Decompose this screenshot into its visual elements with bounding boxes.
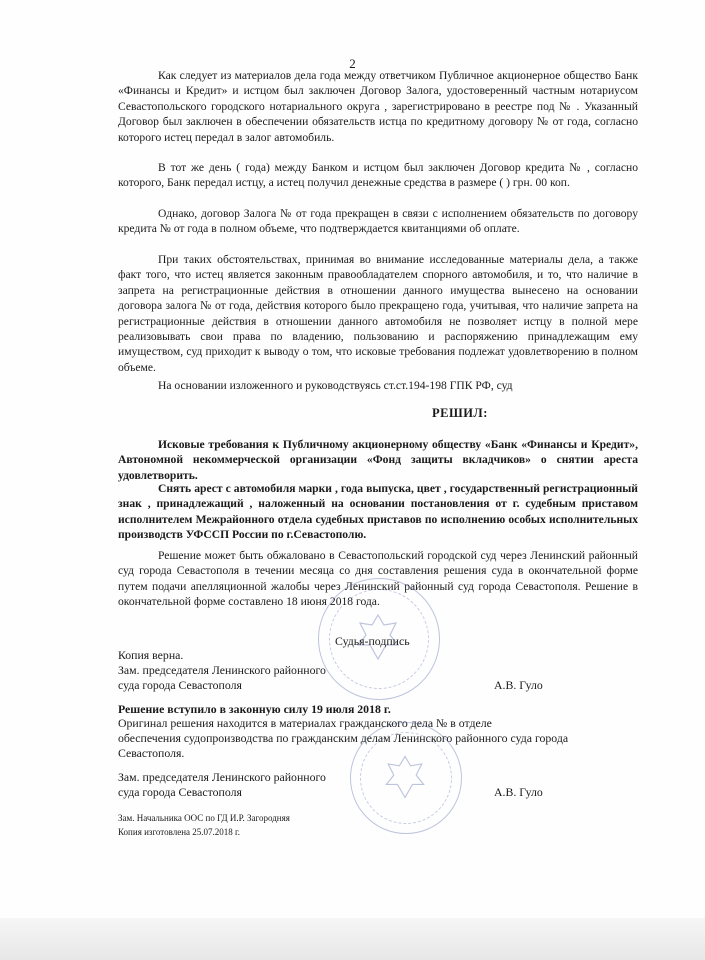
paragraph-text: В тот же день ( года) между Банком и истцом был заключен Договор кредита № , согласно которого, Банк передал истцу, а истец получил денежные средства в размере ( ) грн. 00 коп. xyxy=(118,161,638,190)
paragraph-text: На основании изложенного и руководствуясь ст.ст.194-198 ГПК РФ, суд xyxy=(158,379,513,392)
court-seal-second xyxy=(350,722,462,834)
original-location-line2: обеспечения судопроизводства по гражданским делам Ленинского районного суда города xyxy=(118,731,569,745)
deputy2-title-line1: Зам. председателя Ленинского районного xyxy=(118,770,326,784)
paragraph-circumstances xyxy=(118,252,638,375)
scan-bottom-margin xyxy=(0,918,705,960)
paragraph-text: Однако, договор Залога № от года прекращен в связи с исполнением обязательств по договору кредита № от года в полном объеме, что подтверждается квитанциями об оплате. xyxy=(118,207,638,236)
paragraph-credit-agreement xyxy=(118,160,638,191)
judge-signature-label: Судья-подпись xyxy=(335,634,410,648)
deputy-title-line1: Зам. председателя Ленинского районного xyxy=(118,663,326,677)
paragraph-termination xyxy=(118,206,638,237)
resolution-claims-granted xyxy=(118,437,638,483)
original-location-line1: Оригинал решения находится в материалах гражданского дела № в отделе xyxy=(118,716,492,730)
original-location-line3: Севастополя. xyxy=(118,746,185,760)
resolution-text: Решение может быть обжаловано в Севастопольский городской суд через Ленинский районный суд города Севастополя в течении месяца со дня составления решения суда в окончательной форме путем подачи апелляционной жалобы через Ленинский районный суд города Севастополя. Решение в окончательной форме составлено 18 июня 2018 года. xyxy=(118,549,638,609)
resolution-text: Исковые требования к Публичному акционерному обществу «Банк «Финансы и Кредит», Автономной некоммерческой организации «Фонд защиты вкладчиков» о снятии ареста удовлетворить. xyxy=(118,438,638,482)
deputy2-name: А.В. Гуло xyxy=(494,785,543,799)
decision-heading: РЕШИЛ: xyxy=(432,406,488,420)
footer-clerk-line: Зам. Начальника ООС по ГД И.Р. Загородняя xyxy=(118,813,290,823)
deputy-name: А.В. Гуло xyxy=(494,678,543,692)
page-number: 2 xyxy=(349,56,356,71)
footer-copy-date: Копия изготовлена 25.07.2018 г. xyxy=(118,827,240,837)
paragraph-text: Как следует из материалов дела года между ответчиком Публичное акционерное общество Банк «Финансы и Кредит» и истцом был заключен Договор Залога, удостоверенный частным нотариусом Севастопольского городского нотариального округа , зарегистрировано в реестре под № . Указанный Договор был заключен в обеспечении обязательств истца по кредитному договору № от года, согласно которого истец передал в залог автомобиль. xyxy=(118,69,638,144)
resolution-text: Снять арест с автомобиля марки , года выпуска, цвет , государственный регистрационный знак , принадлежащий , наложенный на основании постановления от г. судебным приставом исполнителем Межрайонного отдела судебных приставов по исполнению особых исполнительных производств УФССП России по г.Севастополю. xyxy=(118,482,638,542)
paragraph-legal-basis xyxy=(118,378,638,393)
deputy-title-line2: суда города Севастополя xyxy=(118,678,242,692)
resolution-lift-arrest xyxy=(118,481,638,543)
emblem-icon xyxy=(377,749,433,805)
deputy2-title-line2: суда города Севастополя xyxy=(118,785,242,799)
entered-force-statement: Решение вступило в законную силу 19 июля 2018 г. xyxy=(118,702,391,716)
paragraph-text: При таких обстоятельствах, принимая во внимание исследованные материалы дела, а также факт того, что истец является законным правообладателем спорного автомобиля, и то, что наличие в запрета на регистрационные действия в отношении данного имущества вынесено на основании договора залога № от года, действия которого было прекращено года, учитывая, что наличие запрета на регистрационные действия в отношении данного автомобиля не позволяет истцу в полной мере реализовывать свои права по владению, пользованию и распоряжению принадлежащим ему имуществом, суд приходит к выводу о том, что исковые требования подлежат удовлетворению в полном объеме. xyxy=(118,253,638,374)
copy-true-label: Копия верна. xyxy=(118,648,184,662)
paragraph-collateral-agreement xyxy=(118,68,638,145)
